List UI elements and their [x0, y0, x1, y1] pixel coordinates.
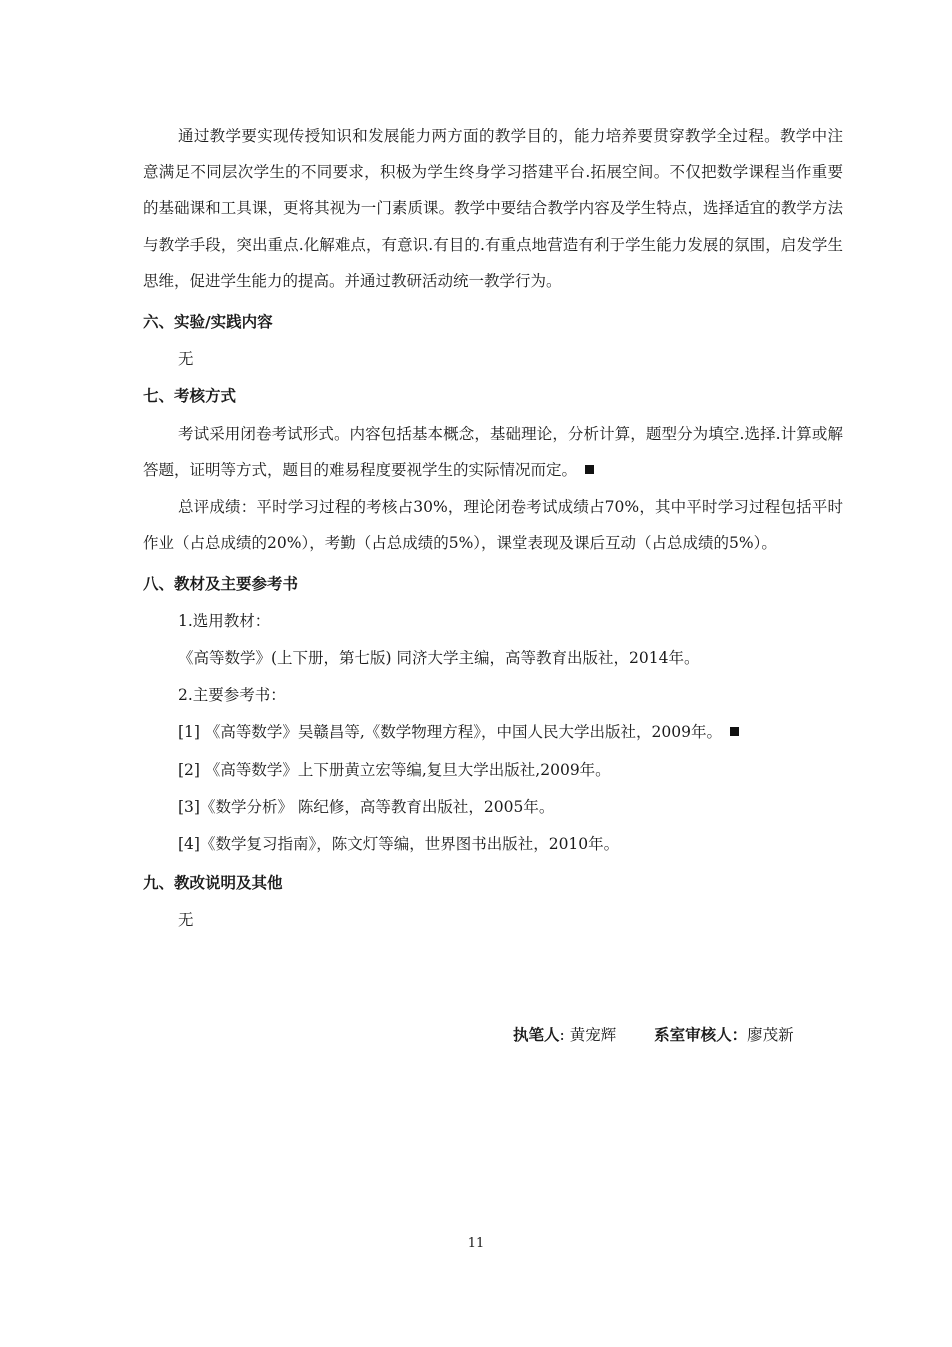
end-mark-icon — [730, 727, 739, 736]
section-6-heading: 六、实验/实践内容 — [143, 313, 273, 331]
reviewer-name: 廖茂新 — [747, 1026, 794, 1044]
section-9-heading: 九、教改说明及其他 — [143, 874, 283, 892]
reference-item: [2] 《高等数学》上下册黄立宏等编,复旦大学出版社,2009年。 — [178, 761, 611, 779]
grading-paragraph: 总评成绩：平时学习过程的考核占30%，理论闭卷考试成绩占70%，其中平时学习过程包括平时作业（占总成绩的20%），考勤（占总成绩的5%），课堂表现及课后互动（占总成绩的5%）。 — [143, 498, 843, 553]
assessment-text: 考试采用闭卷考试形式。内容包括基本概念，基础理论，分析计算，题型分为填空.选择.计算或解答题，证明等方式，题目的难易程度要视学生的实际情况而定。 — [143, 425, 843, 480]
reviewer-label: 系室审核人： — [654, 1026, 748, 1044]
reference-item: [4]《数学复习指南》，陈文灯等编，世界图书出版社，2010年。 — [178, 835, 620, 853]
reference-item: [3]《数学分析》 陈纪修，高等教育出版社，2005年。 — [178, 798, 555, 816]
intro-paragraph: 通过教学要实现传授知识和发展能力两方面的教学目的，能力培养要贯穿教学全过程。教学中注意满足不同层次学生的不同要求，积极为学生终身学习搭建平台.拓展空间。不仅把数学课程当作重要的基础课和工具课，更将其视为一门素质课。教学中要结合教学内容及学生特点，选择适宜的教学方法与教学手段，突出重点.化解难点，有意识.有目的.有重点地营造有利于学生能力发展的氛围，启发学生思维，促进学生能力的提高。并通过教研活动统一教学行为。 — [143, 127, 843, 290]
assessment-paragraph — [143, 416, 843, 488]
section-7-heading: 七、考核方式 — [143, 387, 237, 405]
reference-item — [178, 722, 739, 742]
textbook-label: 1.选用教材： — [178, 612, 271, 630]
page-number: 11 — [467, 1236, 485, 1251]
section-6-body: 无 — [178, 350, 194, 368]
writer-name: 黄宠辉 — [569, 1026, 617, 1044]
end-mark-icon — [585, 465, 594, 474]
section-9-body: 无 — [178, 911, 194, 929]
section-8-heading: 八、教材及主要参考书 — [143, 575, 299, 593]
writer-separator: : — [559, 1026, 565, 1044]
writer-label: 执笔人 — [513, 1026, 560, 1044]
references-label: 2.主要参考书： — [178, 686, 286, 704]
reference-1-text: [1] 《高等数学》吴赣昌等,《数学物理方程》，中国人民大学出版社，2009年。 — [178, 723, 723, 741]
textbook-entry: 《高等数学》(上下册，第七版) 同济大学主编，高等教育出版社，2014年。 — [178, 649, 700, 667]
signature-line — [513, 1023, 794, 1045]
